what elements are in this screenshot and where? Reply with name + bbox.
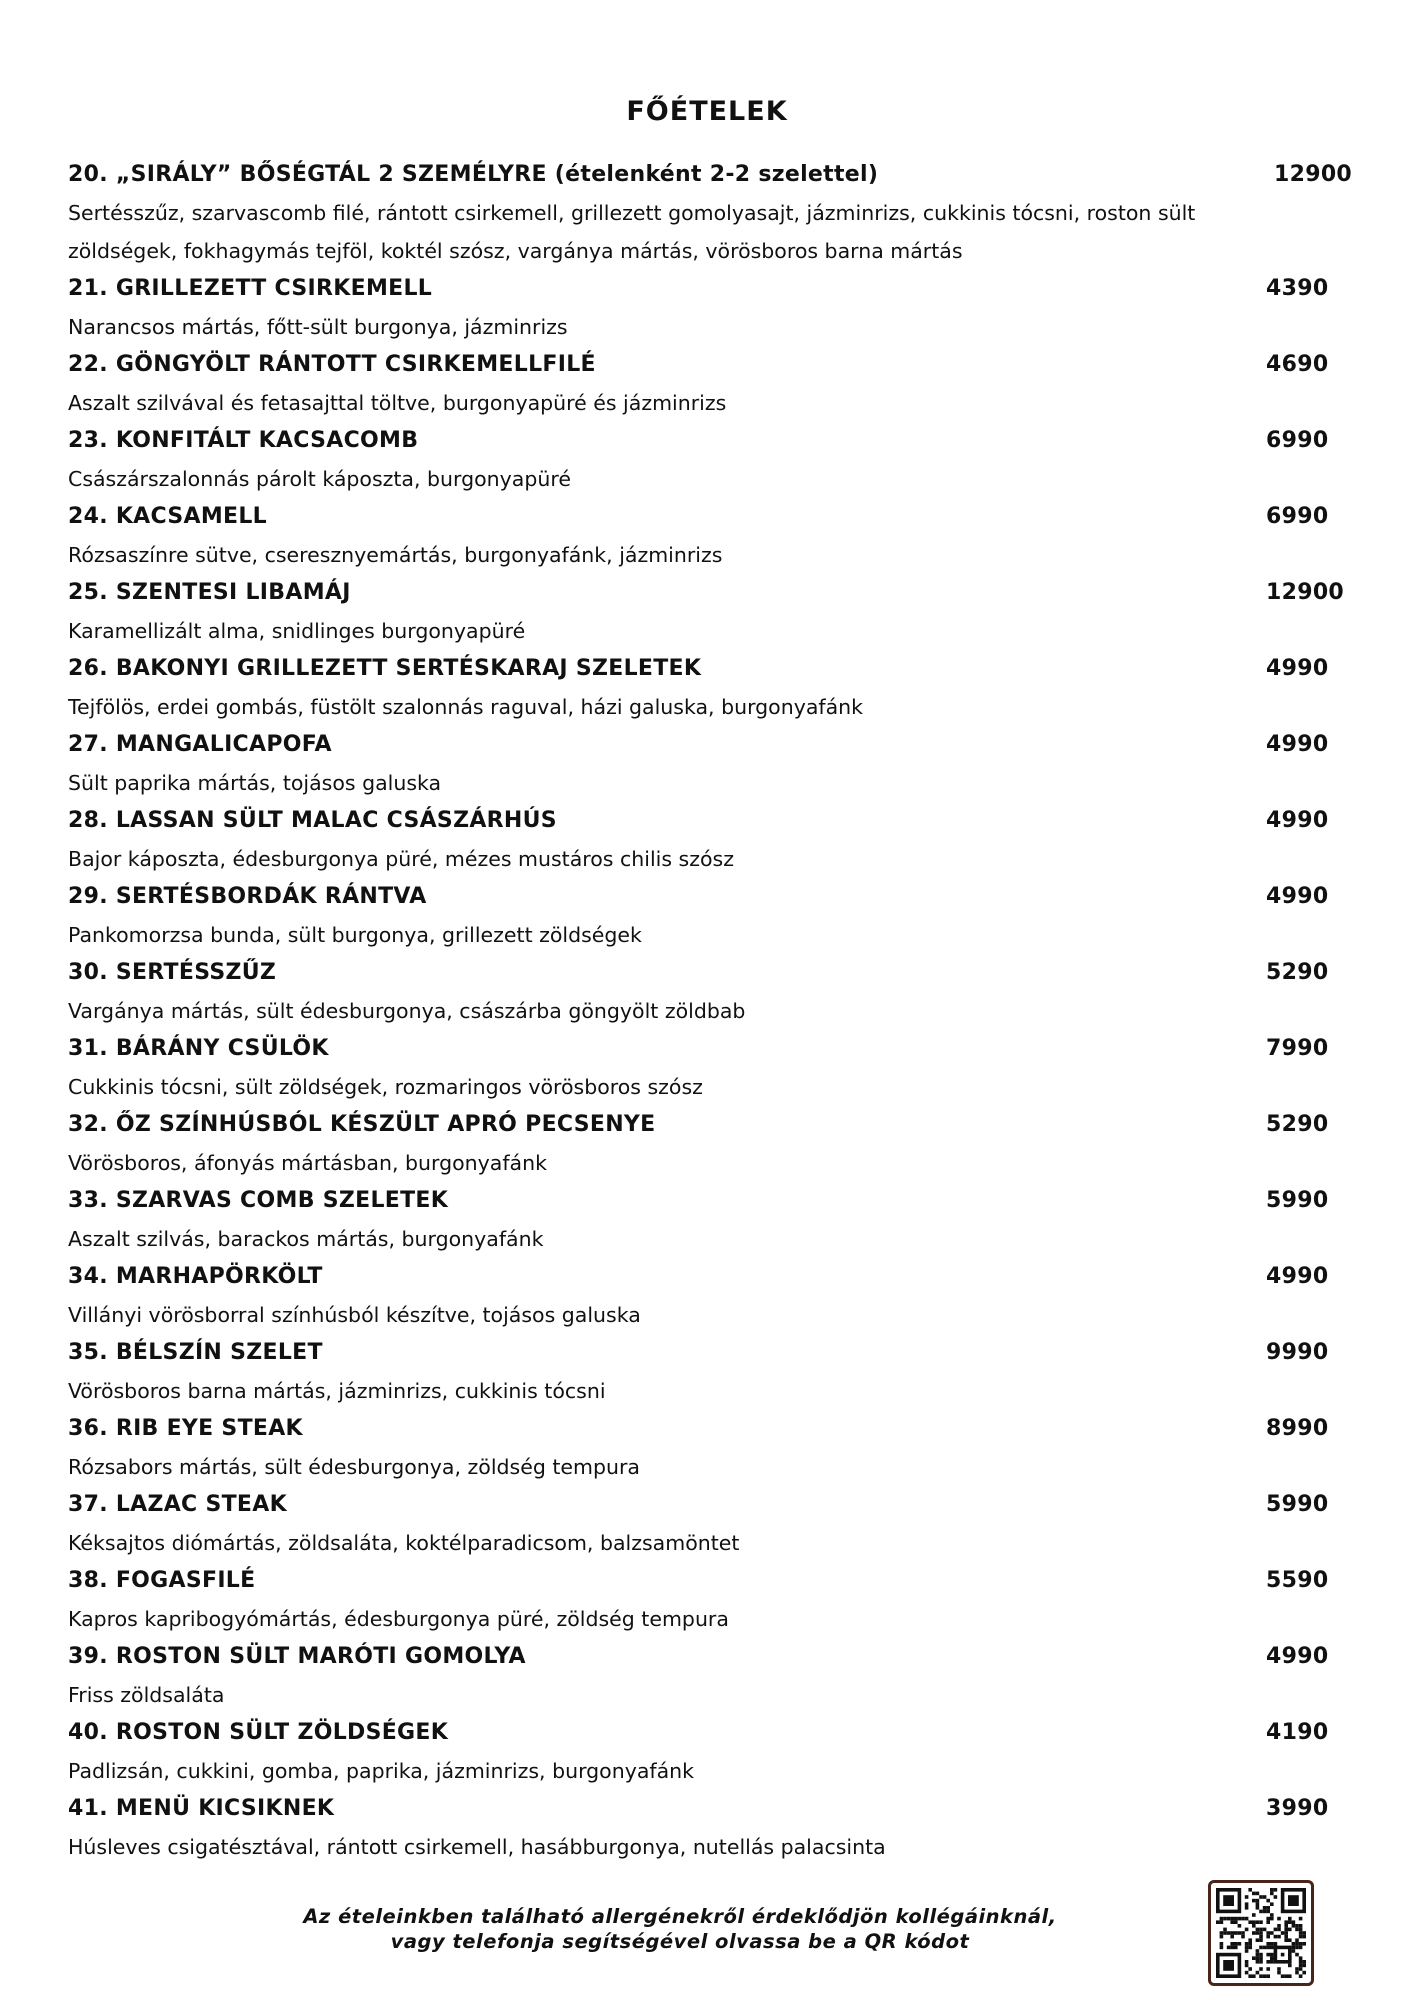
menu-item-header	[68, 1030, 1348, 1068]
menu-item-description: Rózsabors mártás, sült édesburgonya, zöldség tempura	[68, 1455, 640, 1479]
menu-item-header	[68, 270, 1348, 308]
menu-item-header	[68, 156, 1353, 194]
menu-item	[68, 498, 1348, 574]
menu-item-description: Sertésszűz, szarvascomb filé, rántott csirkemell, grillezett gomolyasajt, jázminrizs, cukkinis tócsni, roston sült zöldségek, fokhagymás tejföl, koktél szósz, vargánya mártás, vörösboros barna mártás	[68, 201, 1196, 263]
menu-item-price: 4990	[1266, 656, 1329, 681]
menu-item-price: 4990	[1266, 884, 1329, 909]
menu-item-description: Tejfölös, erdei gombás, füstölt szalonnás raguval, házi galuska, burgonyafánk	[68, 695, 864, 719]
menu-item-price: 4990	[1266, 732, 1329, 757]
menu-item-header	[68, 954, 1348, 992]
menu-item	[68, 726, 1348, 802]
menu-item-price: 6990	[1266, 504, 1329, 529]
menu-item-title: 29. SERTÉSBORDÁK RÁNTVA	[68, 884, 427, 909]
menu-item-description: Villányi vörösborral színhúsból készítve, tojásos galuska	[68, 1303, 641, 1327]
menu-item-price: 4190	[1266, 1720, 1329, 1745]
menu-item	[68, 650, 1348, 726]
menu-item-price: 12900	[1274, 162, 1353, 187]
menu-item-header	[68, 726, 1348, 764]
menu-item-price: 4990	[1266, 1644, 1329, 1669]
menu-item-title: 24. KACSAMELL	[68, 504, 267, 529]
menu-item-description: Rózsaszínre sütve, cseresznyemártás, burgonyafánk, jázminrizs	[68, 543, 723, 567]
menu-item-header	[68, 1562, 1348, 1600]
menu-item-title: 37. LAZAC STEAK	[68, 1492, 287, 1517]
menu-item-header	[68, 346, 1348, 384]
menu-item-description: Bajor káposzta, édesburgonya püré, mézes mustáros chilis szósz	[68, 847, 734, 871]
menu-item	[68, 1106, 1348, 1182]
menu-item-price: 4990	[1266, 1264, 1329, 1289]
menu-item-description: Vörösboros, áfonyás mártásban, burgonyafánk	[68, 1151, 547, 1175]
menu-item-price: 4690	[1266, 352, 1329, 377]
menu-item-header	[68, 1258, 1348, 1296]
menu-item-title: 23. KONFITÁLT KACSACOMB	[68, 428, 419, 453]
menu-item-title: 36. RIB EYE STEAK	[68, 1416, 303, 1441]
menu-item-price: 12900	[1266, 580, 1345, 605]
menu-item-price: 5590	[1266, 1568, 1329, 1593]
menu-item	[68, 954, 1348, 1030]
menu-item	[68, 1638, 1348, 1714]
menu-item	[68, 574, 1348, 650]
menu-item-description: Kapros kapribogyómártás, édesburgonya püré, zöldség tempura	[68, 1607, 729, 1631]
menu-item-price: 3990	[1266, 1796, 1329, 1821]
menu-item	[68, 802, 1348, 878]
menu-item-price: 8990	[1266, 1416, 1329, 1441]
menu-item	[68, 1714, 1348, 1790]
menu-item-price: 5990	[1266, 1492, 1329, 1517]
menu-item-description: Kéksajtos diómártás, zöldsaláta, koktélparadicsom, balzsamöntet	[68, 1531, 740, 1555]
menu-item	[68, 878, 1348, 954]
menu-item	[68, 422, 1348, 498]
menu-item-header	[68, 650, 1348, 688]
menu-item	[68, 1486, 1348, 1562]
menu-item-description: Húsleves csigatésztával, rántott csirkemell, hasábburgonya, nutellás palacsinta	[68, 1835, 886, 1859]
menu-item-title: 27. MANGALICAPOFA	[68, 732, 332, 757]
menu-item	[68, 1334, 1348, 1410]
menu-item-title: 25. SZENTESI LIBAMÁJ	[68, 580, 351, 605]
menu-item-header	[68, 1106, 1348, 1144]
menu-item-header	[68, 422, 1348, 460]
menu-item-header	[68, 1790, 1348, 1828]
menu-item-title: 33. SZARVAS COMB SZELETEK	[68, 1188, 449, 1213]
menu-item-title: 31. BÁRÁNY CSÜLÖK	[68, 1036, 329, 1061]
qr-code-icon[interactable]	[1208, 1880, 1314, 1986]
menu-item-title: 35. BÉLSZÍN SZELET	[68, 1340, 323, 1365]
menu-item-header	[68, 1182, 1348, 1220]
menu-item-price: 5290	[1266, 960, 1329, 985]
menu-item	[68, 270, 1348, 346]
menu-item-header	[68, 878, 1348, 916]
menu-item-description: Császárszalonnás párolt káposzta, burgonyapüré	[68, 467, 571, 491]
menu-item-header	[68, 1334, 1348, 1372]
menu-item	[68, 156, 1353, 270]
menu-item-header	[68, 498, 1348, 536]
menu-item	[68, 1030, 1348, 1106]
menu-item-header	[68, 802, 1348, 840]
menu-item-title: 41. MENÜ KICSIKNEK	[68, 1796, 335, 1821]
menu-item-title: 21. GRILLEZETT CSIRKEMELL	[68, 276, 433, 301]
menu-item-description: Karamellizált alma, snidlinges burgonyapüré	[68, 619, 526, 643]
menu-item-description: Aszalt szilvával és fetasajttal töltve, burgonyapüré és jázminrizs	[68, 391, 727, 415]
qr-code-pattern	[1216, 1888, 1306, 1978]
menu-item-title: 28. LASSAN SÜLT MALAC CSÁSZÁRHÚS	[68, 808, 557, 833]
menu-item-price: 4390	[1266, 276, 1329, 301]
menu-item-description: Vargánya mártás, sült édesburgonya, császárba göngyölt zöldbab	[68, 999, 746, 1023]
menu-item	[68, 1258, 1348, 1334]
allergen-note-line-2: vagy telefonja segítségével olvassa be a QR kódot	[390, 1930, 970, 1953]
menu-item-title: 34. MARHAPÖRKÖLT	[68, 1264, 323, 1289]
allergen-note-line-1: Az ételeinkben található allergénekről érdeklődjön kollégáinknál,	[303, 1905, 1057, 1928]
menu-item-price: 4990	[1266, 808, 1329, 833]
menu-item-header	[68, 1410, 1348, 1448]
menu-item-header	[68, 574, 1348, 612]
menu-item-title: 38. FOGASFILÉ	[68, 1568, 256, 1593]
menu-item-header	[68, 1714, 1348, 1752]
menu-item-title: 20. „SIRÁLY” BŐSÉGTÁL 2 SZEMÉLYRE (ételenként 2-2 szelettel)	[68, 162, 879, 187]
menu-item-header	[68, 1638, 1348, 1676]
menu-item-description: Pankomorzsa bunda, sült burgonya, grillezett zöldségek	[68, 923, 642, 947]
menu-item-price: 7990	[1266, 1036, 1329, 1061]
menu-item-title: 40. ROSTON SÜLT ZÖLDSÉGEK	[68, 1720, 449, 1745]
menu-item-title: 32. ŐZ SZÍNHÚSBÓL KÉSZÜLT APRÓ PECSENYE	[68, 1112, 656, 1137]
menu-item-title: 30. SERTÉSSZŰZ	[68, 960, 277, 985]
menu-item	[68, 346, 1348, 422]
menu-item-description: Aszalt szilvás, barackos mártás, burgonyafánk	[68, 1227, 544, 1251]
menu-item-description: Padlizsán, cukkini, gomba, paprika, jázminrizs, burgonyafánk	[68, 1759, 695, 1783]
menu-item-description: Narancsos mártás, főtt-sült burgonya, jázminrizs	[68, 315, 568, 339]
menu-item-title: 22. GÖNGYÖLT RÁNTOTT CSIRKEMELLFILÉ	[68, 352, 596, 377]
menu-item-price: 6990	[1266, 428, 1329, 453]
menu-item-header	[68, 1486, 1348, 1524]
menu-item-description: Sült paprika mártás, tojásos galuska	[68, 771, 442, 795]
menu-item-description: Vörösboros barna mártás, jázminrizs, cukkinis tócsni	[68, 1379, 606, 1403]
menu-item-price: 5990	[1266, 1188, 1329, 1213]
menu-item-price: 5290	[1266, 1112, 1329, 1137]
menu-item	[68, 1790, 1348, 1866]
menu-item-price: 9990	[1266, 1340, 1329, 1365]
menu-item-description: Cukkinis tócsni, sült zöldségek, rozmaringos vörösboros szósz	[68, 1075, 703, 1099]
menu-item	[68, 1562, 1348, 1638]
page-title: FŐÉTELEK	[626, 96, 788, 127]
menu-item	[68, 1410, 1348, 1486]
menu-item	[68, 1182, 1348, 1258]
menu-item-description: Friss zöldsaláta	[68, 1683, 225, 1707]
menu-item-title: 26. BAKONYI GRILLEZETT SERTÉSKARAJ SZELETEK	[68, 656, 702, 681]
allergen-note	[300, 1904, 1060, 1954]
menu-list	[68, 156, 1353, 1866]
menu-item-title: 39. ROSTON SÜLT MARÓTI GOMOLYA	[68, 1644, 526, 1669]
